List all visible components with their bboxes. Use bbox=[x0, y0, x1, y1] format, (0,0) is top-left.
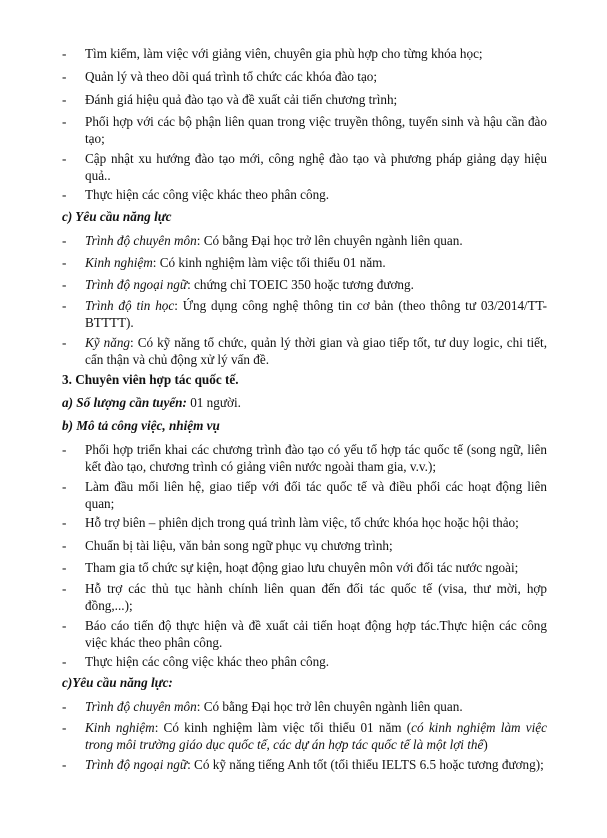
requirement-label: Kỹ năng bbox=[85, 335, 131, 350]
requirement-text: : Có kỹ năng tiếng Anh tốt (tối thiểu IELTS 6.5 hoặc tương đương); bbox=[187, 757, 544, 772]
bullet-dash: - bbox=[62, 479, 67, 494]
list-item bbox=[62, 617, 552, 651]
requirement-item bbox=[62, 334, 552, 368]
list-item-text: Chuẩn bị tài liệu, văn bản song ngữ phục vụ chương trình; bbox=[85, 538, 393, 553]
list-item-text: Tham gia tổ chức sự kiện, hoạt động giao lưu chuyên môn với đối tác nước ngoài; bbox=[85, 560, 519, 575]
requirement-text: : Có kinh nghiệm làm việc tối thiểu 01 năm ( bbox=[154, 720, 412, 735]
list-item-text: Đánh giá hiệu quả đào tạo và đề xuất cải tiến chương trình; bbox=[85, 92, 398, 107]
bullet-dash: - bbox=[62, 699, 67, 714]
quantity-label: a) Số lượng cần tuyển: bbox=[62, 395, 187, 410]
requirement-label: Trình độ chuyên môn bbox=[85, 233, 197, 248]
list-item bbox=[62, 186, 552, 203]
list-item bbox=[62, 91, 552, 108]
list-item bbox=[62, 478, 552, 512]
bullet-dash: - bbox=[62, 581, 67, 596]
requirement-label: Trình độ ngoại ngữ bbox=[85, 277, 188, 292]
requirement-item bbox=[62, 232, 552, 249]
bullet-dash: - bbox=[62, 69, 67, 84]
list-item bbox=[62, 559, 552, 576]
bullet-dash: - bbox=[62, 538, 67, 553]
bullet-dash: - bbox=[62, 442, 67, 457]
bullet-dash: - bbox=[62, 187, 67, 202]
bullet-dash: - bbox=[62, 255, 67, 270]
requirement-label: Trình độ tin học bbox=[85, 298, 175, 313]
requirement-text: : Có kinh nghiệm làm việc tối thiểu 01 năm. bbox=[152, 255, 386, 270]
bullet-dash: - bbox=[62, 515, 67, 530]
bullet-dash: - bbox=[62, 720, 67, 735]
list-item bbox=[62, 537, 552, 554]
bullet-dash: - bbox=[62, 277, 67, 292]
bullet-dash: - bbox=[62, 757, 67, 772]
requirement-item bbox=[62, 698, 552, 715]
bullet-dash: - bbox=[62, 298, 67, 313]
requirement-note: có kinh nghiệm làm việc trong môi trường giáo dục quốc tế, các dự án hợp tác quốc tế là một lợi thế bbox=[85, 720, 547, 752]
bullet-dash: - bbox=[62, 618, 67, 633]
requirement-label: Kinh nghiệm bbox=[85, 720, 155, 735]
list-item bbox=[62, 441, 552, 475]
list-item bbox=[62, 113, 552, 147]
bullet-dash: - bbox=[62, 151, 67, 166]
requirement-label: Trình độ chuyên môn bbox=[85, 699, 197, 714]
list-item bbox=[62, 514, 552, 531]
requirement-note-close: ) bbox=[483, 737, 488, 752]
bullet-dash: - bbox=[62, 92, 67, 107]
section-heading: c) Yêu cầu năng lực bbox=[62, 209, 172, 224]
bullet-dash: - bbox=[62, 560, 67, 575]
requirement-item bbox=[62, 297, 552, 331]
requirement-text: : Có bằng Đại học trở lên chuyên ngành liên quan. bbox=[196, 699, 463, 714]
requirement-text: : Có bằng Đại học trở lên chuyên ngành liên quan. bbox=[196, 233, 463, 248]
bullet-dash: - bbox=[62, 46, 67, 61]
bullet-dash: - bbox=[62, 335, 67, 350]
list-item-text: Quản lý và theo dõi quá trình tổ chức các khóa đào tạo; bbox=[85, 69, 378, 84]
bullet-dash: - bbox=[62, 114, 67, 129]
section-title: 3. Chuyên viên hợp tác quốc tế. bbox=[62, 372, 239, 387]
list-item-text: Phối hợp triển khai các chương trình đào tạo có yếu tố hợp tác quốc tế (song ngữ, liên kết đào tạo, chương trình có giảng viên nước ngoài tham gia, v.v.); bbox=[85, 442, 547, 474]
requirement-text: : Có kỹ năng tổ chức, quản lý thời gian và giao tiếp tốt, tư duy logic, chi tiết, cẩn thận và chủ động xử lý vấn đề. bbox=[85, 335, 547, 367]
list-item bbox=[62, 150, 552, 184]
list-item-text: Cập nhật xu hướng đào tạo mới, công nghệ đào tạo và phương pháp giảng dạy hiệu quả.. bbox=[85, 151, 547, 183]
requirement-text: : chứng chỉ TOEIC 350 hoặc tương đương. bbox=[187, 277, 414, 292]
requirement-item bbox=[62, 254, 552, 271]
requirement-item bbox=[62, 756, 552, 773]
list-item-text: Phối hợp với các bộ phận liên quan trong việc truyền thông, tuyển sinh và hậu cần đào tạo; bbox=[85, 114, 547, 146]
bullet-dash: - bbox=[62, 654, 67, 669]
list-item bbox=[62, 653, 552, 670]
list-item-text: Hỗ trợ biên – phiên dịch trong quá trình làm việc, tổ chức khóa học hoặc hội thảo; bbox=[85, 515, 519, 530]
bullet-dash: - bbox=[62, 233, 67, 248]
quantity-value: 01 người. bbox=[186, 395, 241, 410]
requirement-label: Kinh nghiệm bbox=[85, 255, 153, 270]
list-item bbox=[62, 68, 552, 85]
list-item-text: Làm đầu mối liên hệ, giao tiếp với đối tác quốc tế và điều phối các hoạt động liên quan; bbox=[85, 479, 547, 511]
requirement-item bbox=[62, 276, 552, 293]
list-item bbox=[62, 45, 552, 62]
list-item-text: Thực hiện các công việc khác theo phân công. bbox=[85, 187, 330, 202]
requirement-label: Trình độ ngoại ngữ bbox=[85, 757, 188, 772]
list-item-text: Tìm kiếm, làm việc với giảng viên, chuyên gia phù hợp cho từng khóa học; bbox=[85, 46, 483, 61]
requirement-item bbox=[62, 719, 552, 753]
list-item bbox=[62, 580, 552, 614]
section-heading: c)Yêu cầu năng lực: bbox=[62, 675, 173, 690]
section-heading: b) Mô tả công việc, nhiệm vụ bbox=[62, 418, 220, 433]
quantity-line bbox=[62, 394, 552, 411]
list-item-text: Thực hiện các công việc khác theo phân công. bbox=[85, 654, 330, 669]
list-item-text: Hỗ trợ các thủ tục hành chính liên quan đến đối tác quốc tế (visa, thư mời, hợp đồng,...); bbox=[85, 581, 547, 613]
list-item-text: Báo cáo tiến độ thực hiện và đề xuất cải tiến hoạt động hợp tác.Thực hiện các công việc khác theo phân công. bbox=[85, 618, 547, 650]
requirement-text: : Ứng dụng công nghệ thông tin cơ bản (theo thông tư 03/2014/TT-BTTTT). bbox=[85, 298, 547, 330]
